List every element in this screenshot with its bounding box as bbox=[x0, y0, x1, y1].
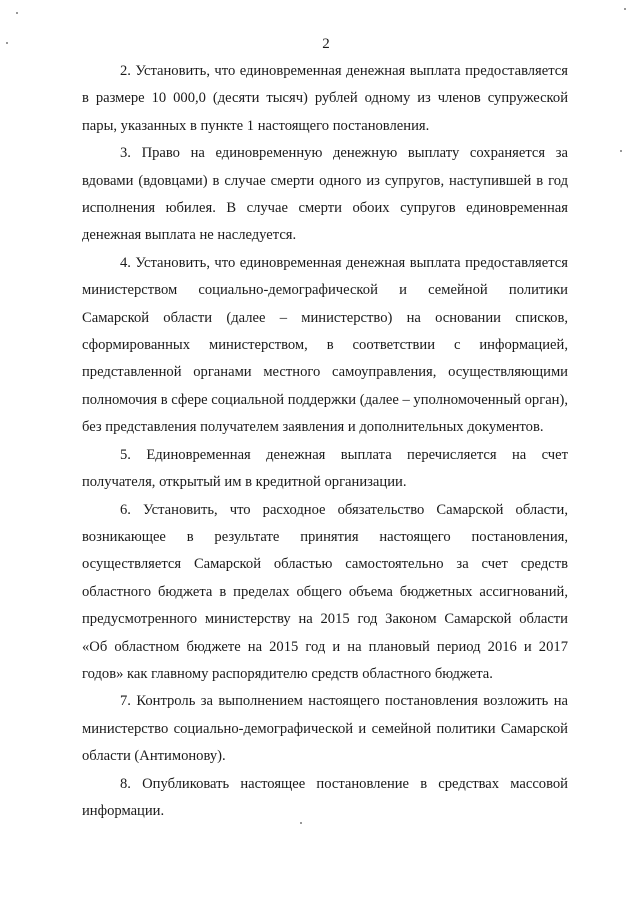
paragraph-4: 4. Установить, что единовременная денежная выплата предоставляется министерством социально-демографической и семейной политики Самарской области (далее – министерство) на основании списков, сформированных министерством, в соответствии с информацией, представленной органами местного самоуправления, осуществляющими полномочия в сфере социальной поддержки (далее – уполномоченный орган), без представления получателем заявления и дополнительных документов. bbox=[82, 254, 568, 436]
paragraph-8: 8. Опубликовать настоящее постановление в средствах массовой информации. bbox=[82, 775, 568, 819]
paragraph-6: 6. Установить, что расходное обязательство Самарской области, возникающее в результате принятия настоящего постановления, осуществляется Самарской областью самостоятельно за счет средств областного бюджета в пределах общего объема бюджетных ассигнований, предусмотренного министерству на 2015 год Законом Самарской области «Об областном бюджете на 2015 год и на плановый период 2016 и 2017 годов» как главному распорядителю средств областного бюджета. bbox=[82, 501, 568, 682]
document-body bbox=[82, 58, 568, 825]
paragraph-7: 7. Контроль за выполнением настоящего постановления возложить на министерство социально-демографической и семейной политики Самарской области (Антимонову). bbox=[82, 693, 568, 765]
paragraph-2: 2. Установить, что единовременная денежная выплата предоставляется в размере 10 000,0 (десяти тысяч) рублей одному из членов супружеской пары, указанных в пункте 1 настоящего постановления. bbox=[82, 63, 568, 134]
scan-speck bbox=[300, 822, 302, 824]
scan-speck bbox=[6, 42, 8, 44]
scan-speck bbox=[16, 12, 18, 14]
paragraph-5: 5. Единовременная денежная выплата перечисляется на счет получателя, открытый им в кредитной организации. bbox=[82, 446, 568, 491]
page-number: 2 bbox=[322, 36, 330, 52]
paragraph-3: 3. Право на единовременную денежную выплату сохраняется за вдовами (вдовцами) в случае смерти одного из супругов, наступившей в год исполнения юбилея. В случае смерти обоих супругов единовременная денежная выплата не наследуется. bbox=[82, 145, 568, 244]
scan-speck bbox=[620, 150, 622, 152]
scan-speck bbox=[624, 8, 626, 10]
